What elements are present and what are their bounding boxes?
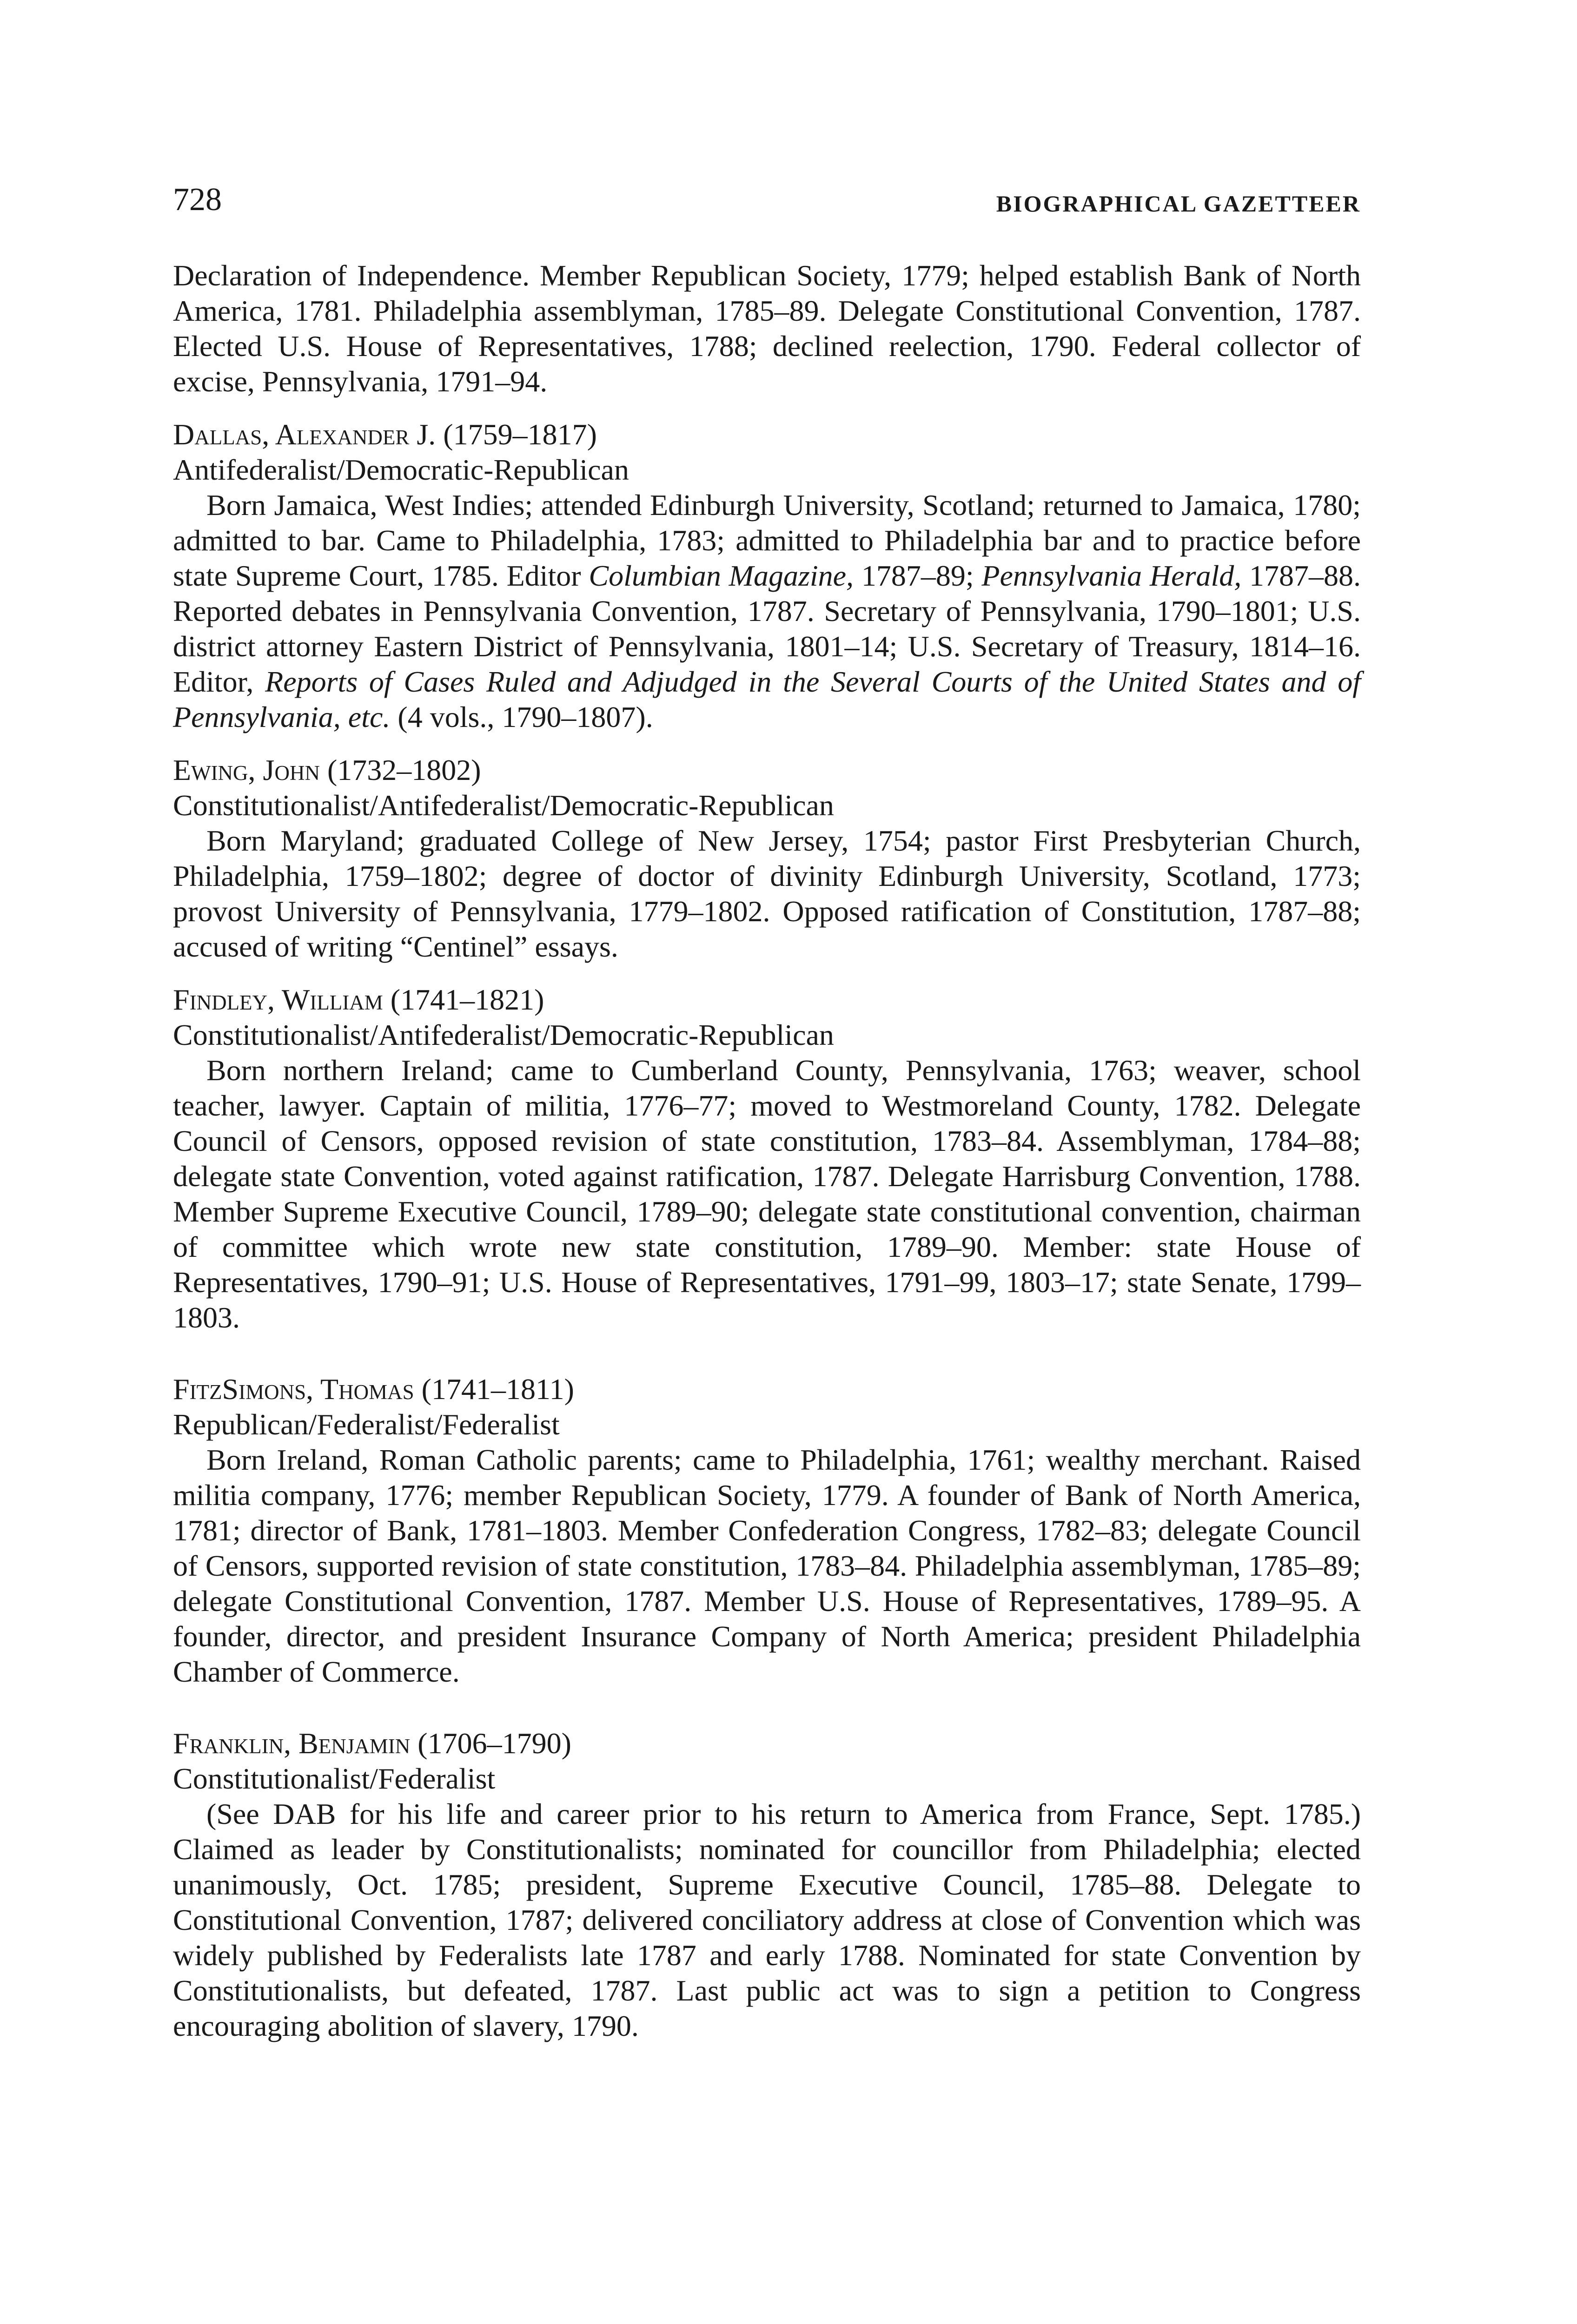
intro-paragraph: Declaration of Independence. Member Republican Society, 1779; helped establish Bank of North America, 1781. Philadelphia assemblyman, 1785–89. Delegate Constitutional Convention, 1787. Elected U.S. House of Representatives, 1788; declined reelection, 1790. Federal collector of excise, Pennsylvania, 1791–94.: [173, 259, 1361, 398]
entry-name: Findley, William: [173, 983, 383, 1016]
bio-text: 1787–89;: [854, 559, 982, 592]
running-head: [173, 181, 1361, 218]
bio-text: (4 vols., 1790–1807).: [390, 700, 653, 733]
page-number: 728: [173, 182, 222, 218]
page: [173, 0, 1361, 2324]
entry-ewing: [173, 753, 1361, 964]
entry-party: Constitutionalist/Antifederalist/Democratic-Republican: [173, 1018, 834, 1051]
entry-bio: (See DAB for his life and career prior to his return to America from France, Sept. 1785.) Claimed as leader by Constitutionalists; nominated for councillor from Philadelphia; elected unanimously, Oct. 1785; president, Supreme Executive Council, 1785–88. Delegate to Constitutional Convention, 1787; delivered conciliatory address at close of Convention which was widely published by Federalists late 1787 and early 1788. Nominated for state Convention by Constitutionalists, but defeated, 1787. Last public act was to sign a petition to Congress encouraging abolition of slavery, 1790.: [173, 1797, 1361, 2042]
entry-heading: [173, 1726, 1361, 1761]
entry-heading: [173, 753, 1361, 788]
bio-text: 1787–88. Reported debates in Pennsylvania Convention, 1787. Secretary of Pennsylvania, 1790–1801; U.S. district attorney Eastern District of Pennsylvania, 1801–14; U.S. Secretary of Treasury, 1814–16. Editor,: [173, 559, 1361, 698]
entry-franklin: [173, 1726, 1361, 2044]
entry-name: Ewing, John: [173, 753, 320, 786]
bio-text: Born Jamaica, West Indies; attended Edinburgh University, Scotland; returned to Jamaica, 1780; admitted to bar. Came to Philadelphia, 1783; admitted to Philadelphia bar and to practice before state Supreme Court, 1785. Editor: [173, 489, 1361, 592]
entry-heading: [173, 1372, 1361, 1407]
entry-dates: (1759–1817): [443, 418, 597, 451]
entry-dates: (1741–1811): [421, 1373, 574, 1406]
entry-dates: (1706–1790): [417, 1727, 571, 1760]
entry-bio: Born Maryland; graduated College of New Jersey, 1754; pastor First Presbyterian Church, Philadelphia, 1759–1802; degree of doctor of divinity Edinburgh University, Scotland, 1773; provost University of Pennsylvania, 1779–1802. Opposed ratification of Constitution, 1787–88; accused of writing “Centinel” essays.: [173, 824, 1361, 963]
entry-heading: [173, 982, 1361, 1017]
entry-heading: [173, 417, 1361, 452]
entry-fitzsimons: [173, 1372, 1361, 1690]
entry-party: Constitutionalist/Federalist: [173, 1762, 496, 1795]
entry-dates: (1741–1821): [390, 983, 544, 1016]
entry-name: Franklin, Benjamin: [173, 1727, 411, 1760]
entry-bio: Born northern Ireland; came to Cumberland County, Pennsylvania, 1763; weaver, school teacher, lawyer. Captain of militia, 1776–77; moved to Westmoreland County, 1782. Delegate Council of Censors, opposed revision of state constitution, 1783–84. Assemblyman, 1784–88; delegate state Convention, voted against ratification, 1787. Delegate Harrisburg Convention, 1788. Member Supreme Executive Council, 1789–90; delegate state constitutional convention, chairman of committee which wrote new state constitution, 1789–90. Member: state House of Representatives, 1790–91; U.S. House of Representatives, 1791–99, 1803–17; state Senate, 1799–1803.: [173, 1054, 1361, 1334]
entry-dallas: [173, 417, 1361, 735]
entry-bio: Born Ireland, Roman Catholic parents; came to Philadelphia, 1761; wealthy merchant. Raised militia company, 1776; member Republican Society, 1779. A founder of Bank of North America, 1781; director of Bank, 1781–1803. Member Confederation Congress, 1782–83; delegate Council of Censors, supported revision of state constitution, 1783–84. Philadelphia assemblyman, 1785–89; delegate Constitutional Convention, 1787. Member U.S. House of Representatives, 1789–95. A founder, director, and president Insurance Company of North America; president Philadelphia Chamber of Commerce.: [173, 1443, 1361, 1688]
body-text: [173, 258, 1361, 2044]
bio-italic-title: Pennsylvania Herald,: [981, 559, 1242, 592]
entry-name: Dallas, Alexander J.: [173, 418, 436, 451]
entry-party: Republican/Federalist/Federalist: [173, 1408, 560, 1441]
entry-bio: [173, 488, 1361, 735]
entry-party: Constitutionalist/Antifederalist/Democratic-Republican: [173, 789, 834, 822]
bio-italic-title: Columbian Magazine,: [589, 559, 854, 592]
entry-party: Antifederalist/Democratic-Republican: [173, 453, 629, 486]
entry-dates: (1732–1802): [327, 753, 481, 786]
entry-name: FitzSimons, Thomas: [173, 1373, 414, 1406]
entry-findley: [173, 982, 1361, 1335]
bio-italic-title: Reports of Cases Ruled and Adjudged in the Several Courts of the United States and of Pennsylvania, etc.: [173, 665, 1361, 733]
section-title: BIOGRAPHICAL GAZETTEER: [996, 191, 1361, 217]
